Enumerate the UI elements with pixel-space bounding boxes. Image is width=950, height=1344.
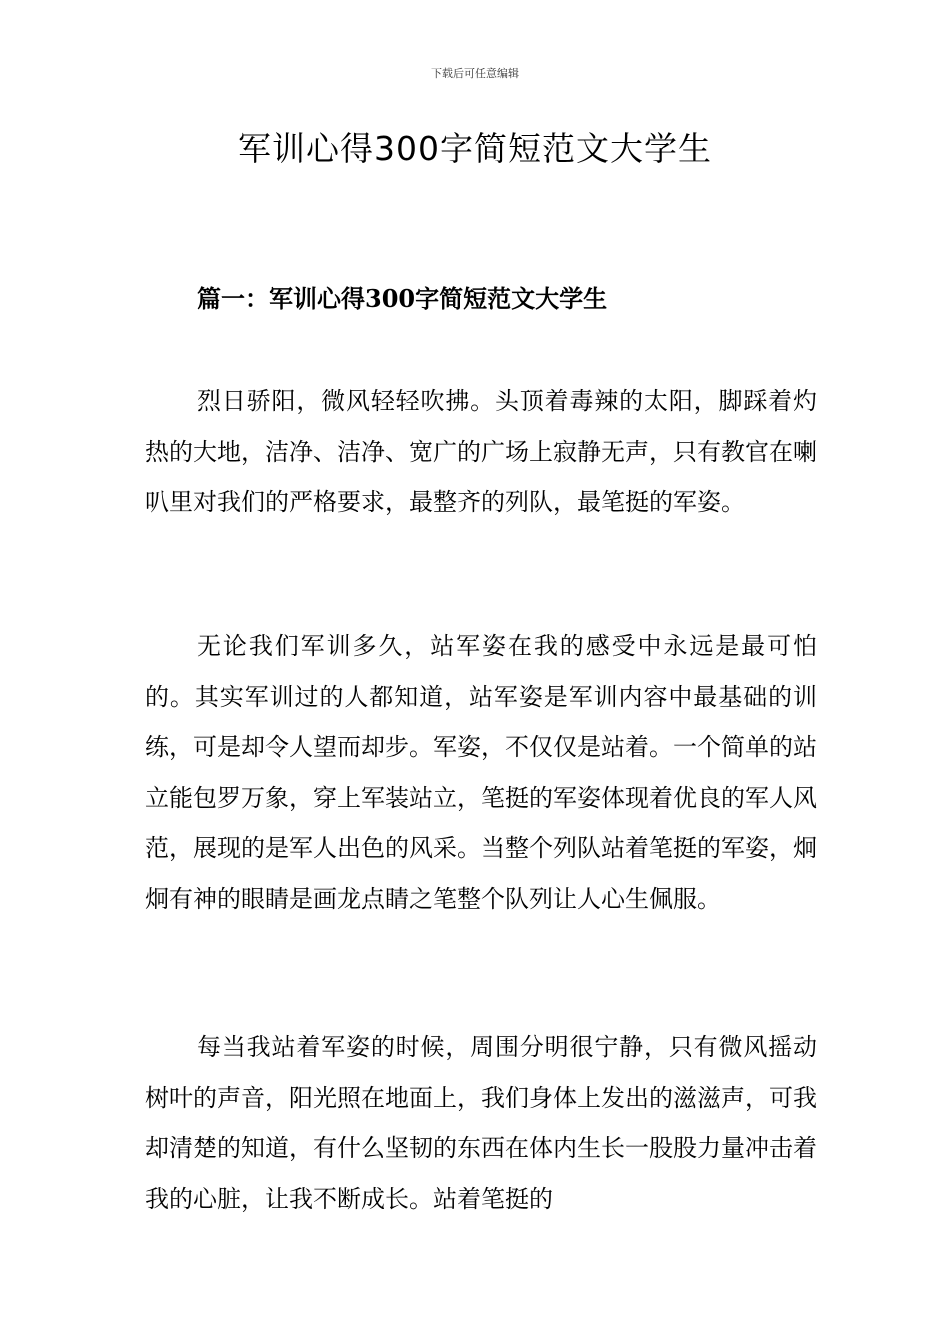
header-note: 下载后可任意编辑 <box>431 67 519 80</box>
section-heading: 篇一：军训心得300字简短范文大学生 <box>197 284 608 313</box>
paragraph-3: 每当我站着军姿的时候，周围分明很宁静，只有微风摇动树叶的声音，阳光照在地面上，我们身体上发出的滋滋声，可我却清楚的知道，有什么坚韧的东西在体内生长一股股力量冲击着我的心脏，让我不断成长。站着笔挺的 <box>145 1033 817 1213</box>
paragraph-1: 烈日骄阳，微风轻轻吹拂。头顶着毒辣的太阳，脚踩着灼热的大地，洁净、洁净、宽广的广场上寂静无声，只有教官在喇叭里对我们的严格要求，最整齐的列队，最笔挺的军姿。 <box>145 387 817 516</box>
paragraph-2: 无论我们军训多久，站军姿在我的感受中永远是最可怕的。其实军训过的人都知道，站军姿是军训内容中最基础的训练，可是却令人望而却步。军姿，不仅仅是站着。一个简单的站立能包罗万象，穿上军装站立，笔挺的军姿体现着优良的军人风范，展现的是军人出色的风采。当整个列队站着笔挺的军姿，炯炯有神的眼睛是画龙点睛之笔整个队列让人心生佩服。 <box>145 632 817 913</box>
document-title: 军训心得300字简短范文大学生 <box>238 129 712 168</box>
